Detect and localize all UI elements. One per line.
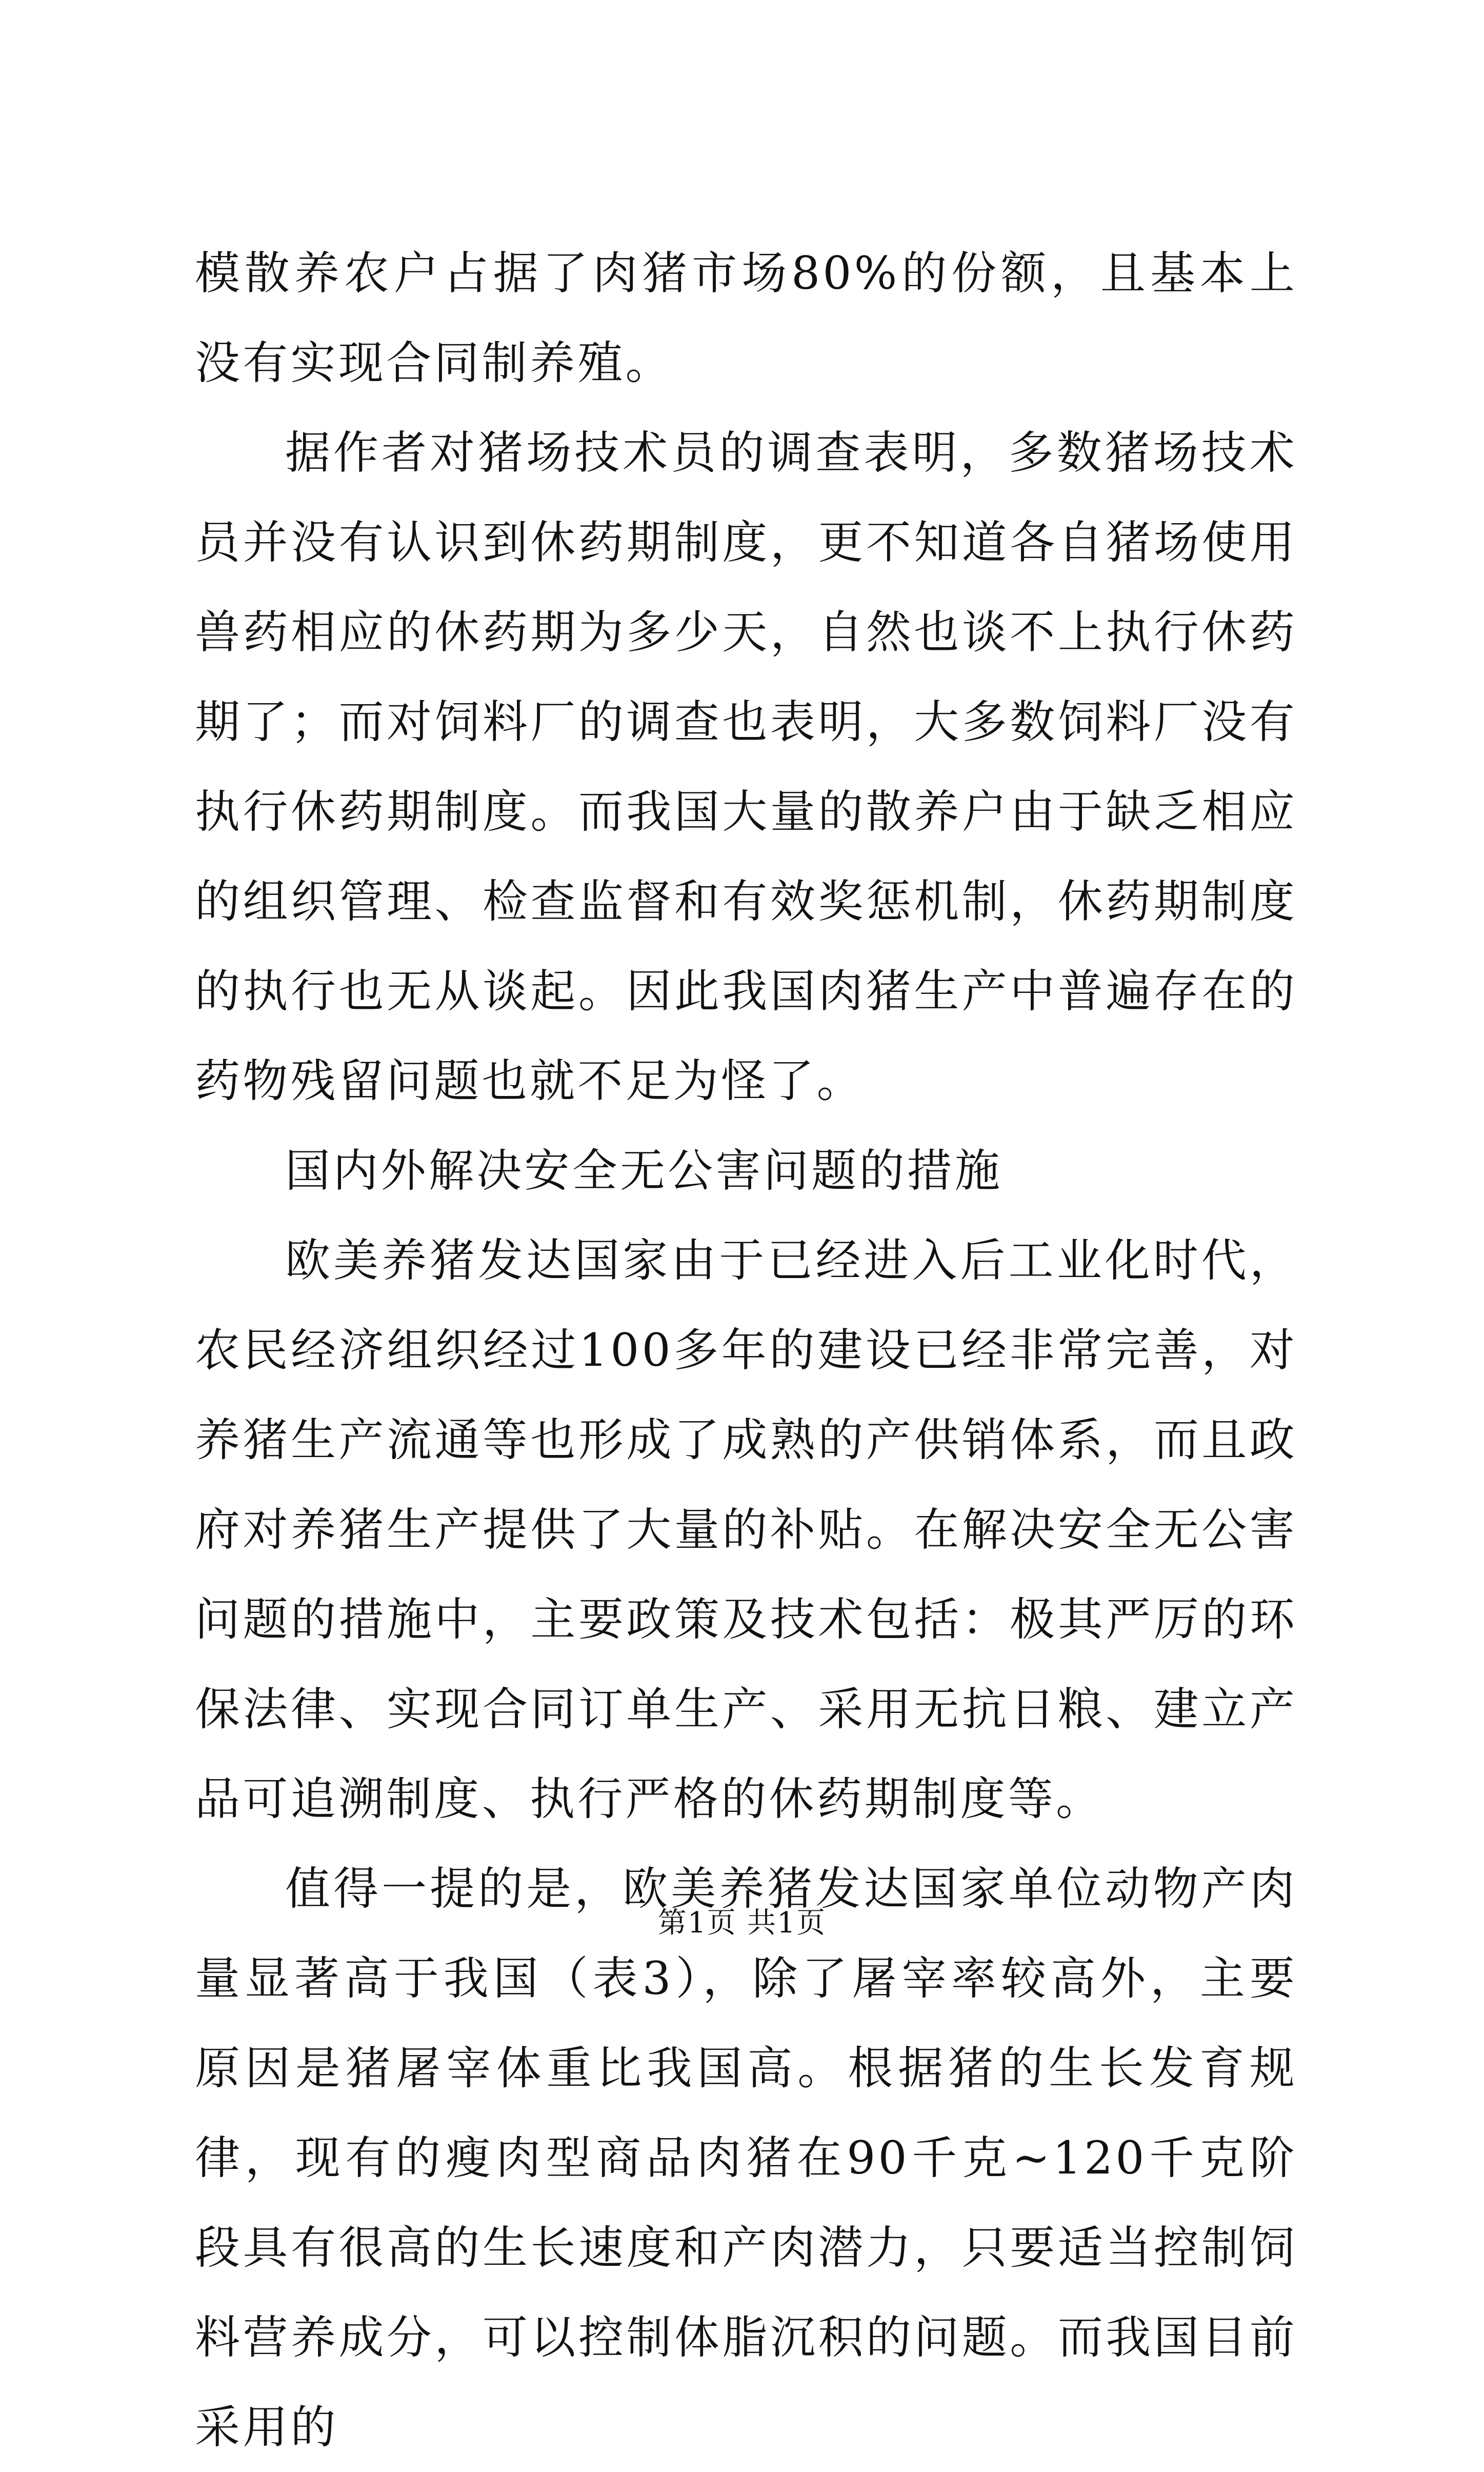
- paragraph-survey-findings: 据作者对猪场技术员的调查表明，多数猪场技术员并没有认识到休药期制度，更不知道各自猪场使用兽药相应的休药期为多少天，自然也谈不上执行休药期了；而对饲料厂的调查也表明，大多数饲料厂没有执行休药期制度。而我国大量的散养户由于缺乏相应的组织管理、检查监督和有效奖惩机制，休药期制度的执行也无从谈起。因此我国肉猪生产中普遍存在的药物残留问题也就不足为怪了。: [195, 426, 1297, 1107]
- document-body: [195, 228, 1297, 2472]
- paragraph-slaughter-weight: 值得一提的是，欧美养猪发达国家单位动物产肉量显著高于我国（表3），除了屠宰率较高外，主要原因是猪屠宰体重比我国高。根据猪的生长发育规律，现有的瘦肉型商品肉猪在90千克~120千克阶段具有很高的生长速度和产肉潜力，只要适当控制饲料营养成分，可以控制体脂沉积的问题。而我国目前采用的: [195, 1862, 1297, 2454]
- section-heading: 国内外解决安全无公害问题的措施: [285, 1144, 1003, 1197]
- paragraph-continuation: 模散养农户占据了肉猪市场80%的份额，且基本上没有实现合同制养殖。: [195, 247, 1297, 389]
- paragraph-foreign-measures: 欧美养猪发达国家由于已经进入后工业化时代，农民经济组织经过100多年的建设已经非常完善，对养猪生产流通等也形成了成熟的产供销体系，而且政府对养猪生产提供了大量的补贴。在解决安全无公害问题的措施中，主要政策及技术包括：极其严厉的环保法律、实现合同订单生产、采用无抗日粮、建立产品可追溯制度、执行严格的休药期制度等。: [195, 1234, 1297, 1825]
- page-number-footer: 第1页 共1页: [657, 1906, 827, 1940]
